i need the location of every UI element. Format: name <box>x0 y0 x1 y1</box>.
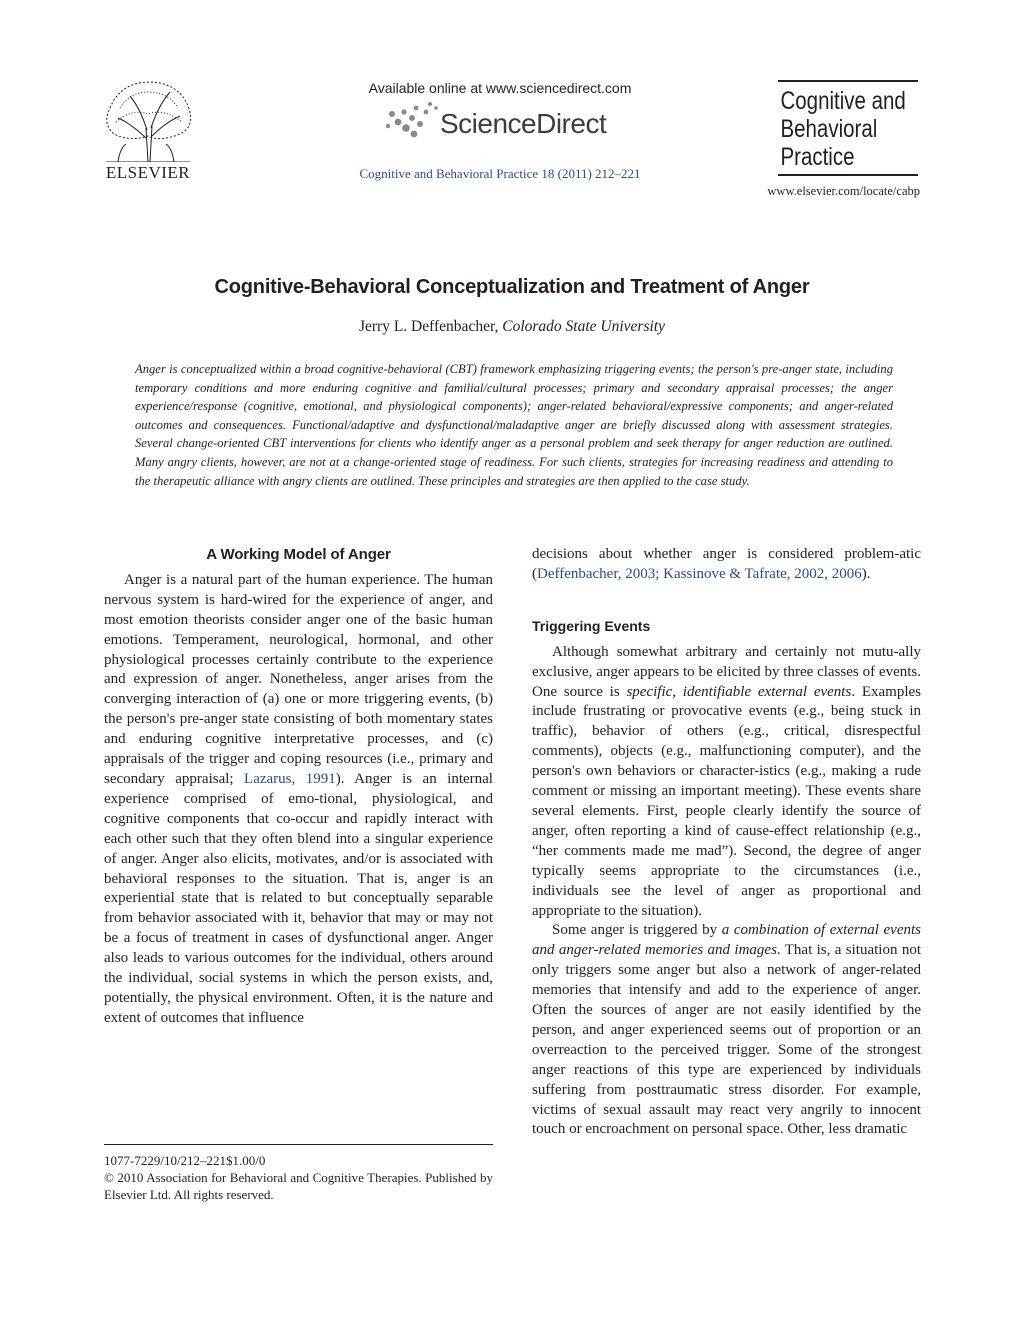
article-title: Cognitive-Behavioral Conceptualization and Treatment of Anger <box>214 276 810 298</box>
right-column <box>532 545 921 1140</box>
sciencedirect-dots-icon <box>384 100 444 144</box>
text-run: Anger is a natural part of the human experience. The human nervous system is hard-wired for the experience of anger, and most emotion theorists consider anger one of the basic human emotions. Temperament, neurological, hormonal, and other physiological processes certainly contribute to the experience and expression of anger. Nonetheless, anger arises from the converging interaction of (a) one or more triggering events, (b) the person's pre-anger state consisting of both momentary states and enduring cognitive interpretative processes, and (c) appraisals of the trigger and coping resources (i.e., primary and secondary appraisal; <box>104 571 493 787</box>
subsection-heading: Triggering Events <box>532 617 651 634</box>
journal-url[interactable]: www.elsevier.com/locate/cabp <box>767 184 920 198</box>
text-run: . That is, a situation not only triggers some anger but also a network of anger-related memories that intensify and add to the experience of anger. Often the sources of anger are not easily identified by the person, and anger experienced seems out of proportion or an overreaction to the perceived trigger. Some of the strongest anger reactions of this type are experienced by individuals suffering from posttraumatic stress disorder. For example, victims of sexual assault may react very angrily to innocent touch or encroachment on personal space. Other, less dramatic <box>532 942 921 1138</box>
body-paragraph <box>532 921 921 1140</box>
text-run: . Examples include frustrating or provocative events (e.g., being stuck in traffic), behavior of others (e.g., critical, disrespectful comments), objects (e.g., malfunctioning computer), and the person's own behaviors or character-istics (e.g., making a rude comment or missing an important meeting). These events share several elements. First, people clearly identify the source of anger, often reporting a kind of cause-effect relationship (e.g., “her comments made me mad”). Second, the degree of anger typically seems appropriate to the circumstances (i.e., individuals see the level of anger as proportional and appropriate to the situation). <box>532 683 921 919</box>
footnote-divider <box>104 1144 493 1145</box>
citation-link[interactable]: Deffenbacher, 2003; Kassinove & Tafrate, 2002, 2006 <box>537 565 862 582</box>
copyright-line: © 2010 Association for Behavioral and Cognitive Therapies. Published by Elsevier Ltd. All rights reserved. <box>104 1170 493 1202</box>
journal-reference[interactable]: Cognitive and Behavioral Practice 18 (2011) 212–221 <box>359 166 641 181</box>
citation-link[interactable]: Lazarus, 1991 <box>244 770 336 787</box>
journal-title <box>778 82 906 171</box>
text-run: Although somewhat arbitrary and certainly not mutu-ally exclusive, anger appears to be elicited by three classes of events. One source is <box>532 643 921 700</box>
body-paragraph <box>104 571 493 1029</box>
body-paragraph <box>532 643 921 922</box>
text-run: ). Anger is an internal experience comprised of emo-tional, physiological, and cognitive components that co-occur and rapidly interact with each other such that they often blend into a singular experience of anger. Anger also elicits, motivates, and/or is associated with behavioral responses to the situation. That is, anger is an experiential state that is related to but conceptually separable from behavior associated with it, behavior that may or may not be a focus of treatment in cases of dysfunctional anger. Anger also leads to various outcomes for the individual, others around the individual, social systems in which the person exists, and, potentially, the physical environment. Often, it is the nature and extent of outcomes that influence <box>104 770 493 1026</box>
journal-logo <box>778 80 918 176</box>
section-heading: A Working Model of Anger <box>206 546 391 563</box>
available-online-text[interactable]: Available online at www.sciencedirect.com <box>368 80 632 96</box>
publisher-name: ELSEVIER <box>105 163 191 182</box>
abstract: Anger is conceptualized within a broad cognitive-behavioral (CBT) framework emphasizing triggering events; the person's pre-anger state, including temporary conditions and more enduring cognitive and familial/cultural processes; primary and secondary appraisal processes; the anger experience/response (cognitive, emotional, and physiological components); anger-related behavioral/expressive components; and anger-related outcomes and consequences. Functional/adaptive and dysfunctional/maladaptive anger are briefly discussed along with assessment strategies. Several change-oriented CBT interventions for clients who identify anger as a personal problem and seek therapy for anger reduction are outlined. Many angry clients, however, are not at a change-oriented stage of readiness. For such clients, strategies for increasing readiness and attending to the therapeutic alliance with angry clients are outlined. These principles and strategies are then applied to the case study. <box>135 362 893 488</box>
author-name: Jerry L. Deffenbacher, <box>358 318 499 335</box>
author-line <box>60 318 964 336</box>
sciencedirect-wordmark: ScienceDirect <box>440 108 607 139</box>
emphasis-text: a combination of external events and anger-related memories and images <box>532 922 921 959</box>
left-column <box>104 545 493 1029</box>
text-run: decisions about whether anger is considered problem-atic ( <box>532 546 921 582</box>
author-affiliation: Colorado State University <box>502 318 665 335</box>
text-run: ). <box>861 565 871 582</box>
journal-title-line: Behavioral <box>780 115 878 143</box>
journal-title-line: Cognitive and <box>780 87 906 115</box>
text-run: Some anger is triggered by <box>552 922 722 939</box>
journal-title-line: Practice <box>780 143 855 171</box>
tree-icon <box>100 78 196 162</box>
issn-line: 1077-7229/10/212–221$1.00/0 <box>104 1153 266 1168</box>
body-paragraph <box>532 545 921 585</box>
footnote <box>104 1152 493 1203</box>
emphasis-text: specific, identifiable external events <box>626 683 852 700</box>
